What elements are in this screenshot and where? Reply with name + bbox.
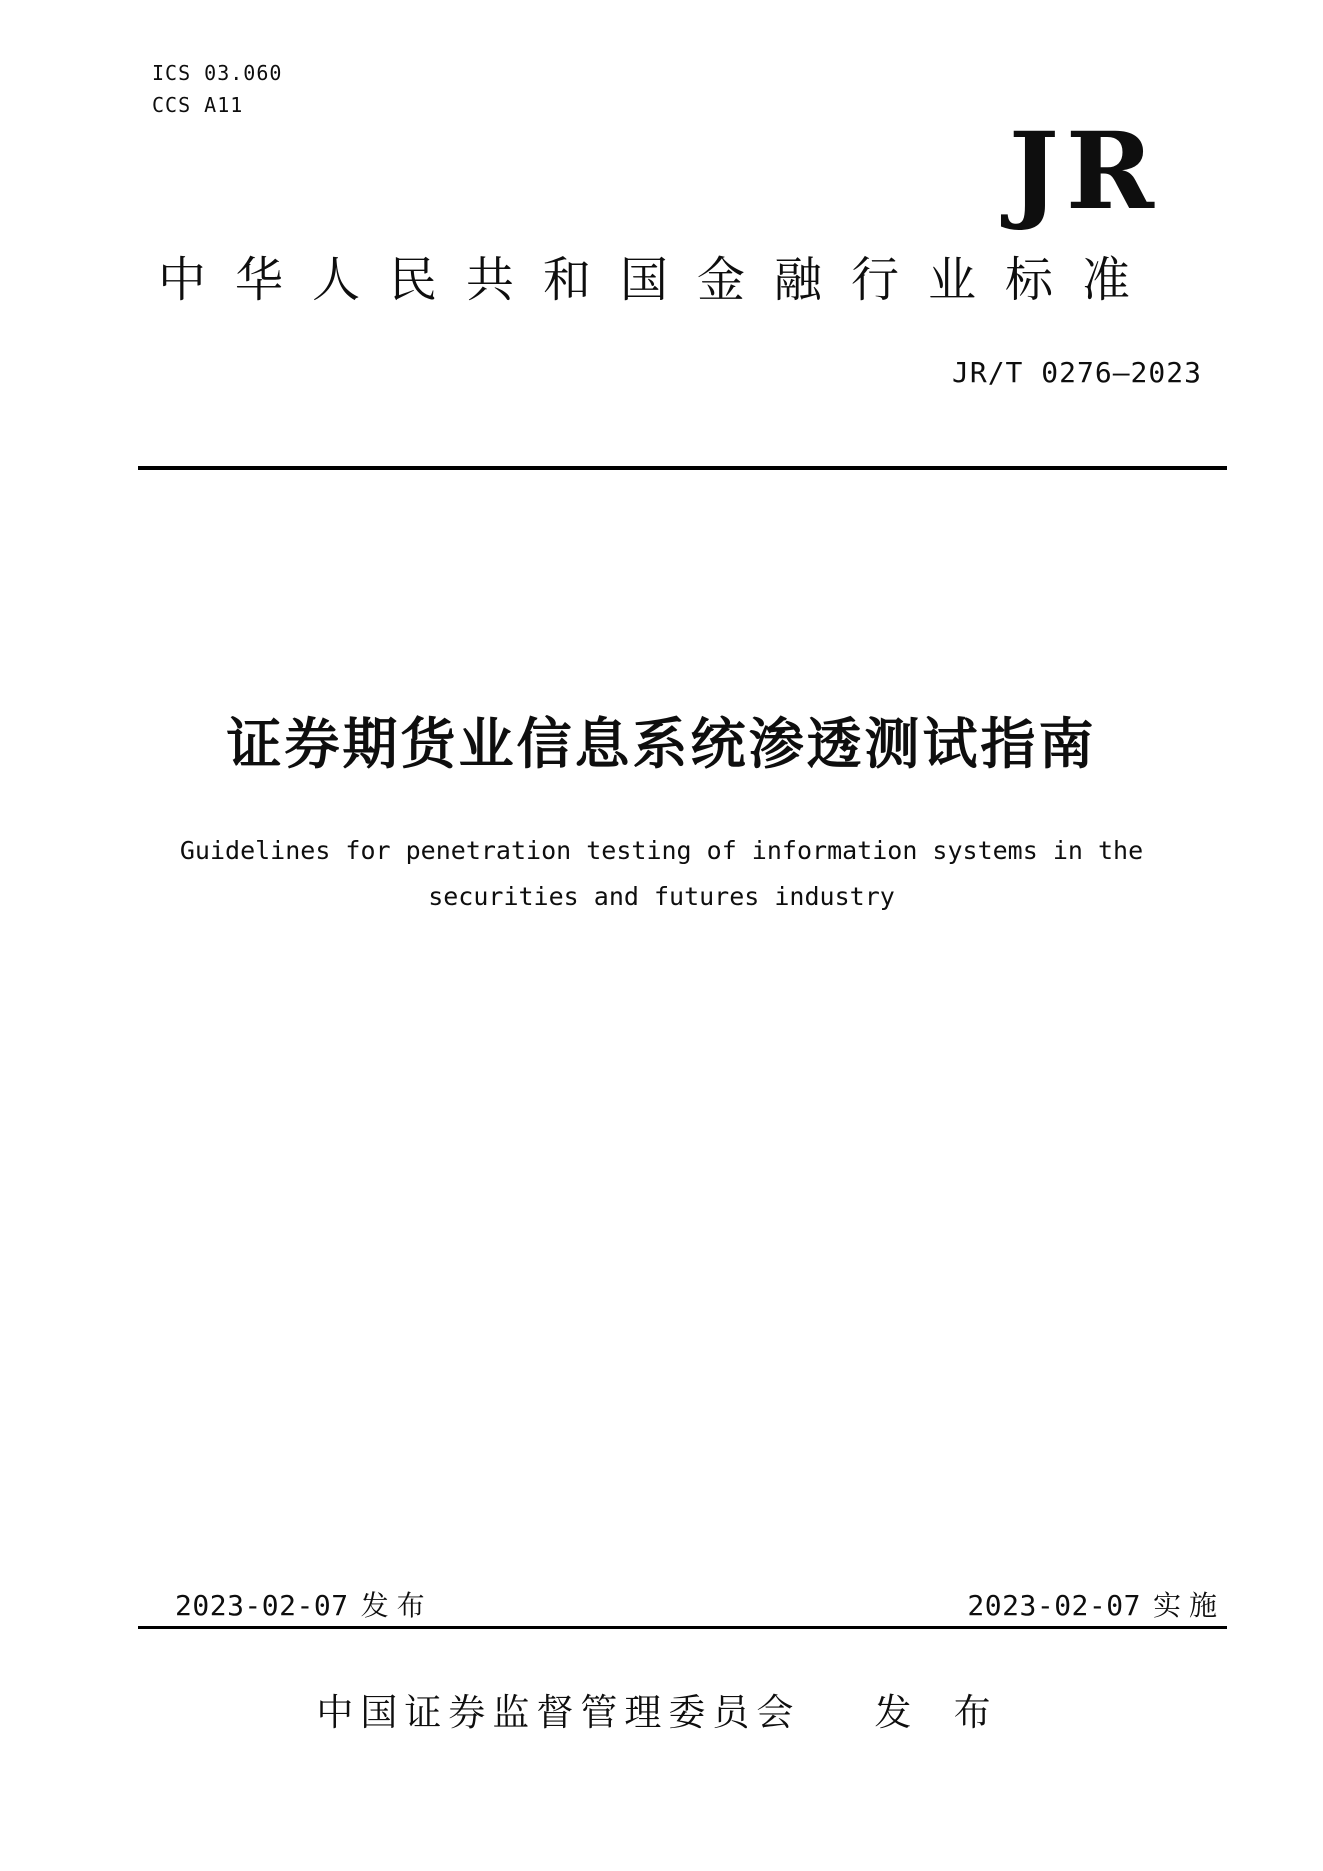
ccs-code: CCS A11: [152, 93, 244, 117]
implementation-date-value: 2023-02-07: [967, 1589, 1141, 1622]
release-date: [175, 1584, 433, 1624]
document-title-en: [0, 828, 1323, 920]
release-date-label: 发布: [360, 1590, 433, 1621]
document-title-zh: 证券期货业信息系统渗透测试指南: [226, 713, 1097, 775]
standard-category-heading: 中华人民共和国金融行业标准: [158, 254, 1160, 307]
classification-codes: [152, 57, 282, 121]
publisher-name: 中国证券监督管理委员会: [316, 1692, 801, 1733]
document-title-en-line1: Guidelines for penetration testing of information systems in the: [179, 836, 1144, 865]
jr-logo: JR: [1008, 108, 1161, 233]
document-title-en-line2: securities and futures industry: [428, 882, 895, 911]
implementation-date: [967, 1584, 1225, 1624]
standard-number: JR/T 0276—2023: [951, 356, 1202, 389]
header-rule: [138, 466, 1227, 470]
publish-label: 发 布: [874, 1692, 1007, 1733]
footer-rule: [138, 1626, 1227, 1629]
publisher-row: [0, 1682, 1323, 1736]
implementation-date-label: 实施: [1152, 1590, 1225, 1621]
dates-row: [175, 1584, 1225, 1624]
release-date-value: 2023-02-07: [175, 1589, 349, 1622]
ics-code: ICS 03.060: [152, 61, 283, 85]
